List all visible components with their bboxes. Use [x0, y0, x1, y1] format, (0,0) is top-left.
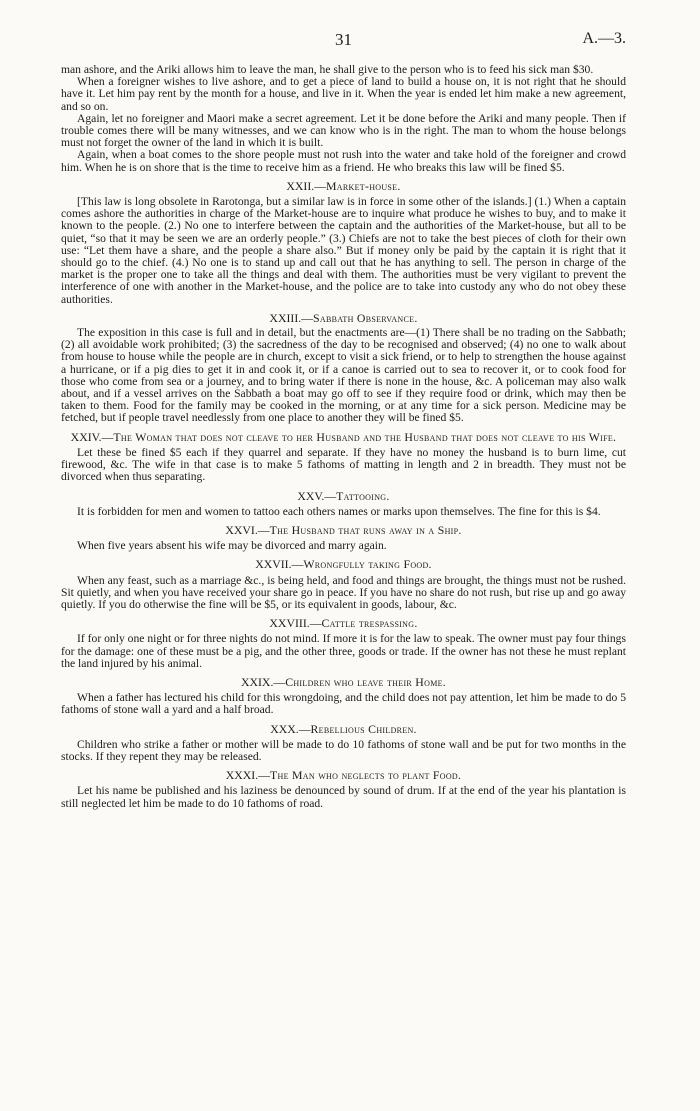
section-heading	[61, 676, 626, 688]
section-title: Tattooing.	[336, 488, 390, 503]
section-number: XXVI.—	[225, 522, 270, 537]
paragraph: When a father has lectured his child for this wrongdoing, and the child does not pay attention, let him be made to do 5 fathoms of stone wall a yard and a half broad.	[61, 691, 626, 717]
section-number: XXVII.—	[255, 557, 304, 572]
section-heading	[61, 769, 626, 781]
section-number: XXX.—	[270, 721, 311, 736]
section-title: The Woman that does not cleave to her Husband and the Husband that does not cleave to his Wife.	[113, 429, 617, 444]
section-title: The Man who neglects to plant Food.	[269, 768, 462, 783]
section-heading	[61, 490, 626, 502]
section-title: Sabbath Observance.	[313, 310, 418, 325]
section-number: XXXI.—	[225, 768, 270, 783]
section-heading	[61, 617, 626, 629]
section-heading	[61, 558, 626, 570]
section-heading	[61, 524, 626, 536]
section-title: The Husband that runs away in a Ship.	[269, 522, 462, 537]
section-number: XXIX.—	[240, 674, 286, 689]
section-heading	[61, 180, 626, 192]
paragraph: It is forbidden for men and women to tattoo each others names or marks upon themselves. The fine for this is $4.	[77, 504, 601, 518]
paragraph: man ashore, and the Ariki allows him to leave the man, he shall give to the person who is to feed his sick man $30.	[61, 63, 594, 76]
page-number: 31	[335, 30, 352, 49]
section-title: Market-house.	[326, 178, 401, 193]
paragraph: If for only one night or for three nights do not mind. If more it is for the law to speak. The owner must pay four things for the damage: one of these must be a pig, and the other three, goods or trade. If the owner has not these he must replant the land injured by his animal.	[61, 632, 626, 670]
document-page	[61, 30, 626, 810]
document-reference: A.—3.	[582, 30, 626, 47]
section-number: XXV.—	[297, 488, 337, 503]
section-number: XXIV.—	[70, 429, 114, 444]
section-heading	[61, 431, 626, 443]
section-number: XXVIII.—	[269, 616, 322, 631]
section-title: Cattle trespassing.	[321, 616, 418, 631]
paragraph: Let these be fined $5 each if they quarrel and separate. If they have no money the husband is to burn lime, cut firewood, &c. The wife in that case is to make 5 fathoms of matting in length and 2 in breadth. They must not be divorced when thus separating.	[61, 445, 626, 484]
section-title: Children who leave their Home.	[285, 674, 447, 689]
paragraph: Children who strike a father or mother will be made to do 10 fathoms of stone wall and be put for two months in the stocks. If they repent they may be released.	[61, 737, 626, 763]
paragraph: Again, let no foreigner and Maori make a secret agreement. Let it be done before the Ariki and many people. Then if trouble comes there will be many witnesses, and we can know who is in the right. The man to whom the house belongs must not forget the owner of the land in which it is built.	[61, 111, 626, 150]
paragraph: When a foreigner wishes to live ashore, and to get a piece of land to build a house on, it is not right that he should have it. Let him pay rent by the month for a house, and live in it. When the year is ended let him make a new agreement, and so on.	[61, 75, 626, 113]
section-heading	[61, 312, 626, 324]
section-number: XXII.—	[286, 178, 327, 193]
section-title: Wrongfully taking Food.	[303, 557, 432, 572]
paragraph: When any feast, such as a marriage &c., is being held, and food and things are brought, the things must not be rushed. Sit quietly, and when you have received your share go in peace. If you have no share do not rush, but rise up and go away quietly. If you do otherwise the fine will be $5, or its equivalent in goods, labour, &c.	[61, 573, 626, 611]
paragraph: The exposition in this case is full and in detail, but the enactments are—(1) There shall be no trading on the Sabbath; (2) all avoidable work prohibited; (3) the sacredness of the day to be recognised and observed; (4) no one to walk about from house to house while the people are in church, except to visit a sick friend, or to help to strengthen the house against a hurricane, or if a pig dies to get it in and cook it, or if a canoe is carried out to sea to recover it, or to cook food for those who come from sea or a journey, and to bring water if there is none in the house, &c. A policeman may also walk about, and if a vessel arrives on the Sabbath a boat may go off to see if they require food or drink, which may then be taken to them. Food for the family may be cooked in the morning, or at any time for a sick person. Medicine may be fetched, but if people travel needlessly from one place to another they will be fined $5.	[61, 326, 626, 425]
paragraph: Again, when a boat comes to the shore people must not rush into the water and take hold of the foreigner and crowd him. When he is on shore that is the time to receive him as a friend. He who breaks this law will be fined $5.	[61, 148, 626, 174]
paragraph: [This law is long obsolete in Rarotonga, but a similar law is in force in some other of the islands.] (1.) When a captain comes ashore the authorities in charge of the Market-house are to inquire what produce he wishes to buy, and to make it known to the people. (2.) No one to interfere between the captain and the authorities of the Market-house, but all to be quiet, “so that it may be seen we are an orderly people.” (3.) Chiefs are not to take the best pieces of cloth for their own use: “Let them have a share, and the people a share also.” But if money only be paid by the captain it is right that it should go to the chief. (4.) No one is to stand up and call out that he has anything to sell. The person in charge of the market is the proper one to take all the things and deal with them. The authorities must be very vigilant to prevent the interference of one with another in the Market-house, and the police are to take into custody any who do not obey these authorities.	[61, 195, 626, 306]
section-heading	[61, 723, 626, 735]
section-number: XXIII.—	[269, 310, 313, 325]
section-title: Rebellious Children.	[310, 721, 417, 736]
paragraph: Let his name be published and his laziness be denounced by sound of drum. If at the end of the year his plantation is still neglected let him be made to do 10 fathoms of road.	[61, 784, 626, 810]
paragraph: When five years absent his wife may be divorced and marry again.	[77, 539, 387, 553]
page-header	[61, 30, 626, 64]
